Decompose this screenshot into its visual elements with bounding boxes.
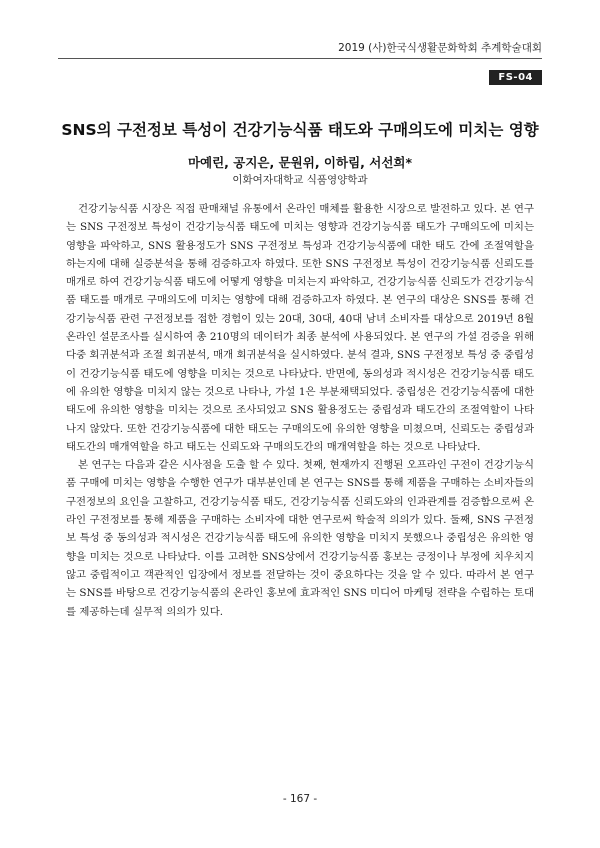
session-code-badge: FS-04 [489, 70, 542, 85]
abstract-paragraph-1: 건강기능식품 시장은 직접 판매채널 유통에서 온라인 매체를 활용한 시장으로 발전하고 있다. 본 연구는 SNS 구전정보 특성이 건강기능식품 태도에 미치는 영향과 건강기능식품 태도가 구매의도에 미치는 영향을 파악하고, SNS 활용정도가 SNS 구전정보 특성과 건강기능식품에 대한 태도 간에 조절역할을 하는지에 대해 실증분석을 통해 검증하고자 하였다. 또한 SNS 구전정보 특성이 건강기능식품 신뢰도를 매개로 하여 건강기능식품 태도에 어떻게 영향을 미치는지 파악하고, 건강기능식품 신뢰도가 건강기능식품 태도를 매개로 구매의도에 미치는 영향에 대해 검증하고자 하였다. 본 연구의 대상은 SNS를 통해 건강기능식품 관련 구전정보를 접한 경험이 있는 20대, 30대, 40대 남녀 소비자를 대상으로 2019년 8월 온라인 설문조사를 실시하여 총 210명의 데이터가 최종 분석에 사용되었다. 본 연구의 가설 검증을 위해 다중 회귀분석과 조절 회귀분석, 매개 회귀분석을 실시하였다. 분석 결과, SNS 구전정보 특성 중 중립성이 건강기능식품 태도에 영향을 미치는 것으로 나타났다. 반면에, 동의성과 적시성은 건강기능식품 태도에 유의한 영향을 미치지 않는 것으로 나타나, 가설 1은 부분채택되었다. 중립성은 건강기능식품에 대한 태도에 유의한 영향을 미치는 것으로 조사되었고 SNS 활용정도는 중립성과 태도간의 조절역할이 나타나지 않았다. 또한 건강기능식품에 대한 태도는 구매의도에 유의한 영향을 미쳤으며, 신뢰도는 중립성과 태도간의 매개역할을 하고 태도는 신뢰도와 구매의도간의 매개역할을 하는 것으로 나타났다. [66, 203, 534, 453]
affiliation: 이화여자대학교 식품영양학과 [232, 174, 368, 186]
abstract-body [66, 200, 534, 621]
header-divider [58, 58, 542, 59]
paper-title: SNS의 구전정보 특성이 건강기능식품 태도와 구매의도에 미치는 영향 [61, 121, 539, 139]
author-list: 마예린, 공지은, 문원위, 이하림, 서선희* [187, 155, 413, 170]
abstract-paragraph-2: 본 연구는 다음과 같은 시사점을 도출 할 수 있다. 첫째, 현재까지 진행된 오프라인 구전이 건강기능식품 구매에 미치는 영향을 수행한 연구가 대부분인데 본 연구는 SNS를 통해 제품을 구매하는 소비자들의 구전정보의 요인을 고찰하고, 건강기능식품 태도, 건강기능식품 신뢰도와의 인과관계를 검증함으로써 온라인 구전정보를 통해 제품을 구매하는 소비자에 대한 연구로써 학술적 의의가 있다. 둘째, SNS 구전정보 특성 중 동의성과 적시성은 건강기능식품 태도에 유의한 영향을 미치지 못했으나 중립성은 유의한 영향을 미치는 것으로 나타났다. 이를 고려한 SNS상에서 건강기능식품 홍보는 긍정이나 부정에 치우치지 않고 중립적이고 객관적인 입장에서 정보를 전달하는 것이 중요하다는 것을 알 수 있다. 따라서 본 연구는 SNS를 바탕으로 건강기능식품의 온라인 홍보에 효과적인 SNS 미디어 마케팅 전략을 수립하는 토대를 제공하는데 실무적 의의가 있다. [66, 459, 534, 618]
page-number: - 167 - [282, 793, 318, 805]
conference-header: 2019 (사)한국식생활문화학회 추계학술대회 [338, 42, 542, 54]
